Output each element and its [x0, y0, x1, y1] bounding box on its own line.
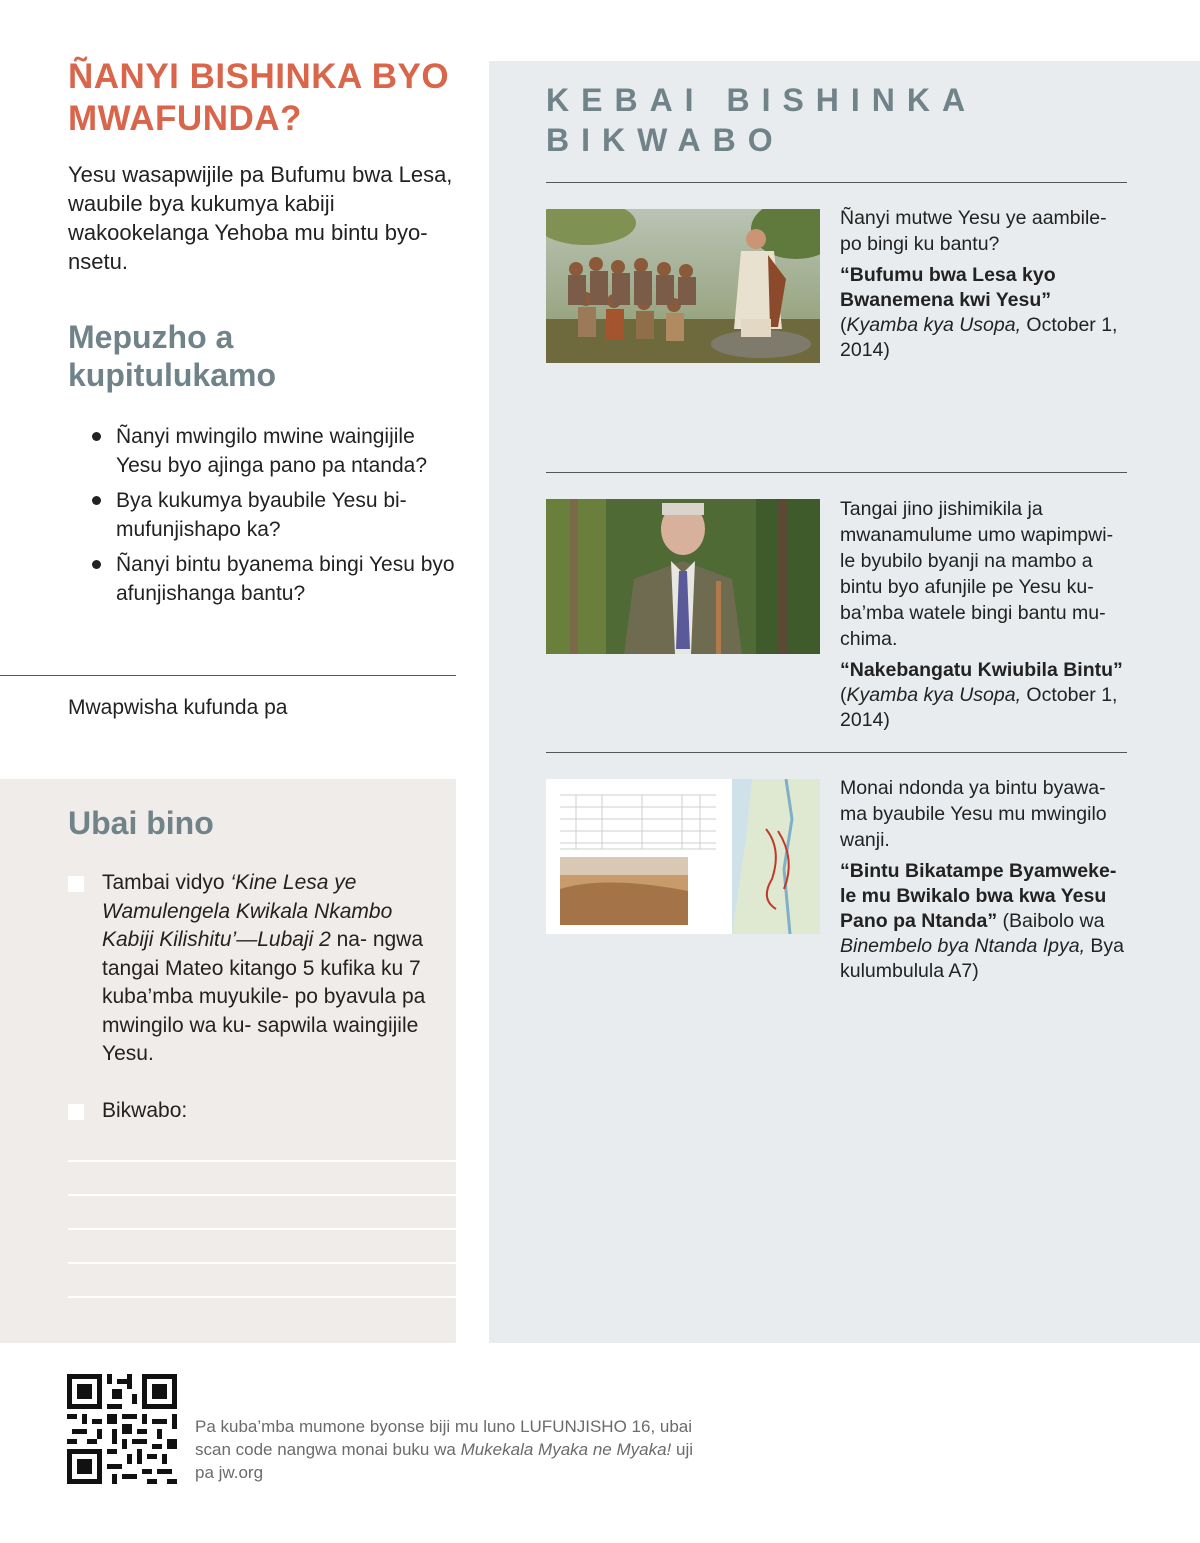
review-title: Mepuzho a kupitulukamo: [68, 319, 277, 393]
bullet-icon: [92, 560, 101, 569]
video-title: ‘Kine Lesa ye Wamulengela Kwikala Nkambo Kabiji Kilishitu’—Lubaji 2: [102, 871, 393, 951]
explore-reference[interactable]: “Nakebangatu Kwiubila Bintu” (Kyamba kya Usopa, October 1, 2014): [840, 659, 1123, 731]
man-portrait-image[interactable]: [546, 499, 820, 654]
bullet-icon: [92, 496, 101, 505]
footer-note: Pa kuba’mba mumone byonse biji mu luno LUFUNJISHO 16, ubai scan code nangwa monai buku wa Mukekala Myaka ne Myaka! uji pa jw.org: [195, 1417, 693, 1482]
page-title: ÑANYI BISHINKA BYO MWAFUNDA?: [68, 57, 450, 138]
explore-question: Tangai jino jishimikila ja mwanamulume umo wapimpwi- le byubilo byanji na mambo a bintu byo afunjile pe Yesu ku- ba’mba watele bingi bantu mu- chima.: [840, 498, 1114, 650]
divider: [546, 182, 1127, 183]
review-question-list: [90, 422, 460, 614]
task-item-other: Bikwabo:: [68, 1097, 428, 1126]
explore-item: [840, 496, 1125, 733]
explore-item: [840, 775, 1125, 984]
explore-reference[interactable]: “Bufumu bwa Lesa kyo Bwanemena kwi Yesu” (Kyamba kya Usopa, October 1, 2014): [840, 264, 1118, 361]
explore-title: KEBAI BISHINKA BIKWABO: [546, 82, 976, 158]
map-chart-image[interactable]: [546, 779, 820, 934]
explore-question: Ñanyi mutwe Yesu ye aambile- po bingi ku bantu?: [840, 207, 1107, 255]
explore-item: [840, 205, 1125, 363]
qr-code-icon[interactable]: [67, 1374, 177, 1484]
bullet-icon: [92, 432, 101, 441]
writing-line[interactable]: [68, 1262, 456, 1264]
writing-line[interactable]: [68, 1160, 456, 1162]
explore-question: Monai ndonda ya bintu byawa- ma byaubile Yesu mu mwingilo wanji.: [840, 777, 1107, 851]
divider: [546, 472, 1127, 473]
review-question: Ñanyi mwingilo mwine waingijile Yesu byo ajinga pano pa ntanda?: [90, 422, 460, 480]
lesson-summary: Yesu wasapwijile pa Bufumu bwa Lesa, waubile bya kukumya kabiji wakookelanga Yehoba mu bintu byo- nsetu.: [68, 162, 453, 274]
task-title: Ubai bino: [68, 805, 214, 841]
review-question: Ñanyi bintu byanema bingi Yesu byo afunjishanga bantu?: [90, 550, 460, 608]
explore-reference[interactable]: “Bintu Bikatampe Byamweke- le mu Bwikalo bwa kwa Yesu Pano pa Ntanda” (Baibolo wa Binembelo bya Ntanda Ipya, Bya kulumbulula A7): [840, 860, 1125, 982]
task-item-video: Tambai vidyo ‘Kine Lesa ye Wamulengela Kwikala Nkambo Kabiji Kilishitu’—Lubaji 2 na- ngwa tangai Mateo kitango 5 kufika ku 7 kuba’mba muyukile- po byavula pa mwingilo wa ku- sapwila waingijile Yesu.: [68, 869, 428, 1069]
writing-line[interactable]: [68, 1296, 456, 1298]
checkbox[interactable]: [68, 876, 84, 892]
writing-line[interactable]: [68, 1228, 456, 1230]
checkbox[interactable]: [68, 1104, 84, 1120]
writing-line[interactable]: [68, 1194, 456, 1196]
jesus-teaching-crowd-image[interactable]: [546, 209, 820, 363]
divider: [0, 675, 456, 676]
divider: [546, 752, 1127, 753]
finished-date-label: Mwapwisha kufunda pa: [68, 696, 288, 719]
review-question: Bya kukumya byaubile Yesu bi- mufunjishapo ka?: [90, 486, 460, 544]
